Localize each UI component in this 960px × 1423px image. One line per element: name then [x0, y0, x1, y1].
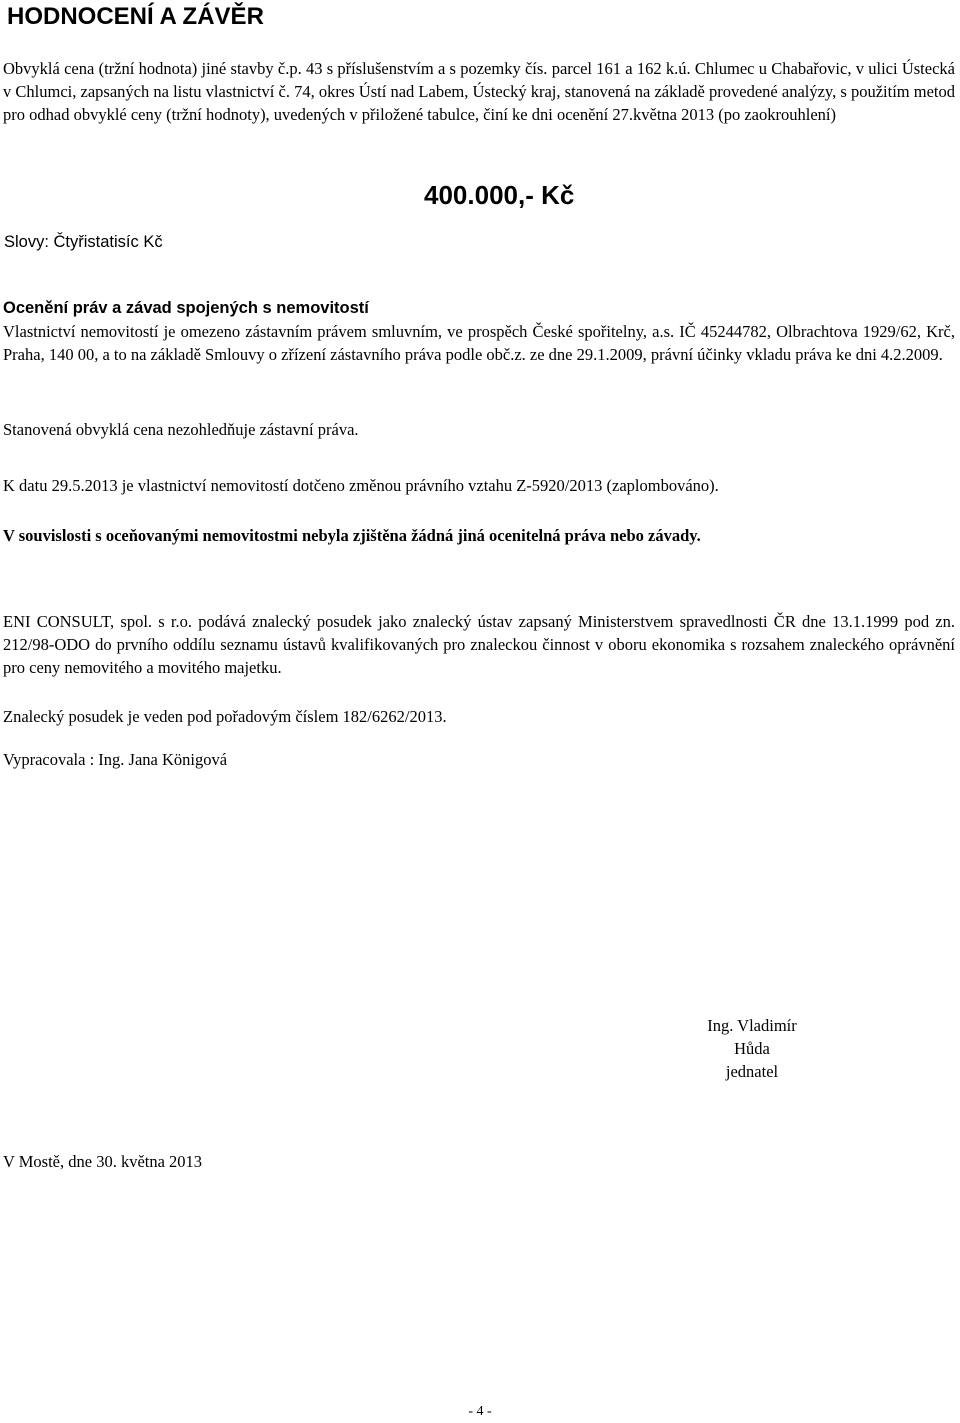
lien-note: Stanovená obvyklá cena nezohledňuje zástavní práva. — [3, 420, 359, 439]
prepared-by: Vypracovala : Ing. Jana Königová — [3, 750, 228, 769]
rights-conclusion: V souvislosti s oceňovanými nemovitostmi nebyla zjištěna žádná jiná ocenitelná práva nebo závady. — [3, 526, 701, 545]
signatory-name: Ing. Vladimír Hůda — [707, 1016, 797, 1058]
rights-heading: Ocenění práv a závad spojených s nemovitostí — [3, 299, 369, 317]
page-title: HODNOCENÍ A ZÁVĚR — [7, 3, 264, 30]
rights-paragraph: Vlastnictví nemovitostí je omezeno zástavním právem smluvním, ve prospěch České spořitelny, a.s. IČ 45244782, Olbrachtova 1929/62, Krč, Praha, 140 00, a to na základě Smlouvy o zřízení zástavního práva podle obč.z. ze dne 29.1.2009, právní účinky vkladu práva ke dni 4.2.2009. — [3, 322, 955, 364]
amount-in-words: Slovy: Čtyřistatisíc Kč — [4, 233, 163, 251]
page-number: - 4 - — [468, 1404, 492, 1419]
date-note: K datu 29.5.2013 je vlastnictví nemovitostí dotčeno změnou právního vztahu Z-5920/2013 (zaplombováno). — [3, 476, 719, 495]
valuation-amount: 400.000,- Kč — [424, 180, 575, 210]
valuation-paragraph: Obvyklá cena (tržní hodnota) jiné stavby č.p. 43 s příslušenstvím a s pozemky čís. parcel 161 a 162 k.ú. Chlumec u Chabařovic, v ulici Ústecká v Chlumci, zapsaných na listu vlastnictví č. 74, okres Ústí nad Labem, Ústecký kraj, stanovená na základě provedené analýzy, s použitím metod pro odhad obvyklé ceny (tržní hodnoty), uvedených v přiložené tabulce, činí ke dni ocenění 27.května 2013 (po zaokrouhlení) — [3, 59, 955, 124]
expert-paragraph: ENI CONSULT, spol. s r.o. podává znalecký posudek jako znalecký ústav zapsaný Ministerstvem spravedlnosti ČR dne 13.1.1999 pod zn. 212/98-ODO do prvního oddílu seznamu ústavů kvalifikovaných pro znaleckou činnost v oboru ekonomika s rozsahem znaleckého oprávnění pro ceny nemovitého a movitého majetku. — [3, 612, 955, 677]
signatory-role: jednatel — [725, 1062, 779, 1081]
place-date: V Mostě, dne 30. května 2013 — [3, 1152, 203, 1171]
signature-block — [690, 1014, 814, 1083]
registry-number: Znalecký posudek je veden pod pořadovým číslem 182/6262/2013. — [3, 707, 447, 726]
